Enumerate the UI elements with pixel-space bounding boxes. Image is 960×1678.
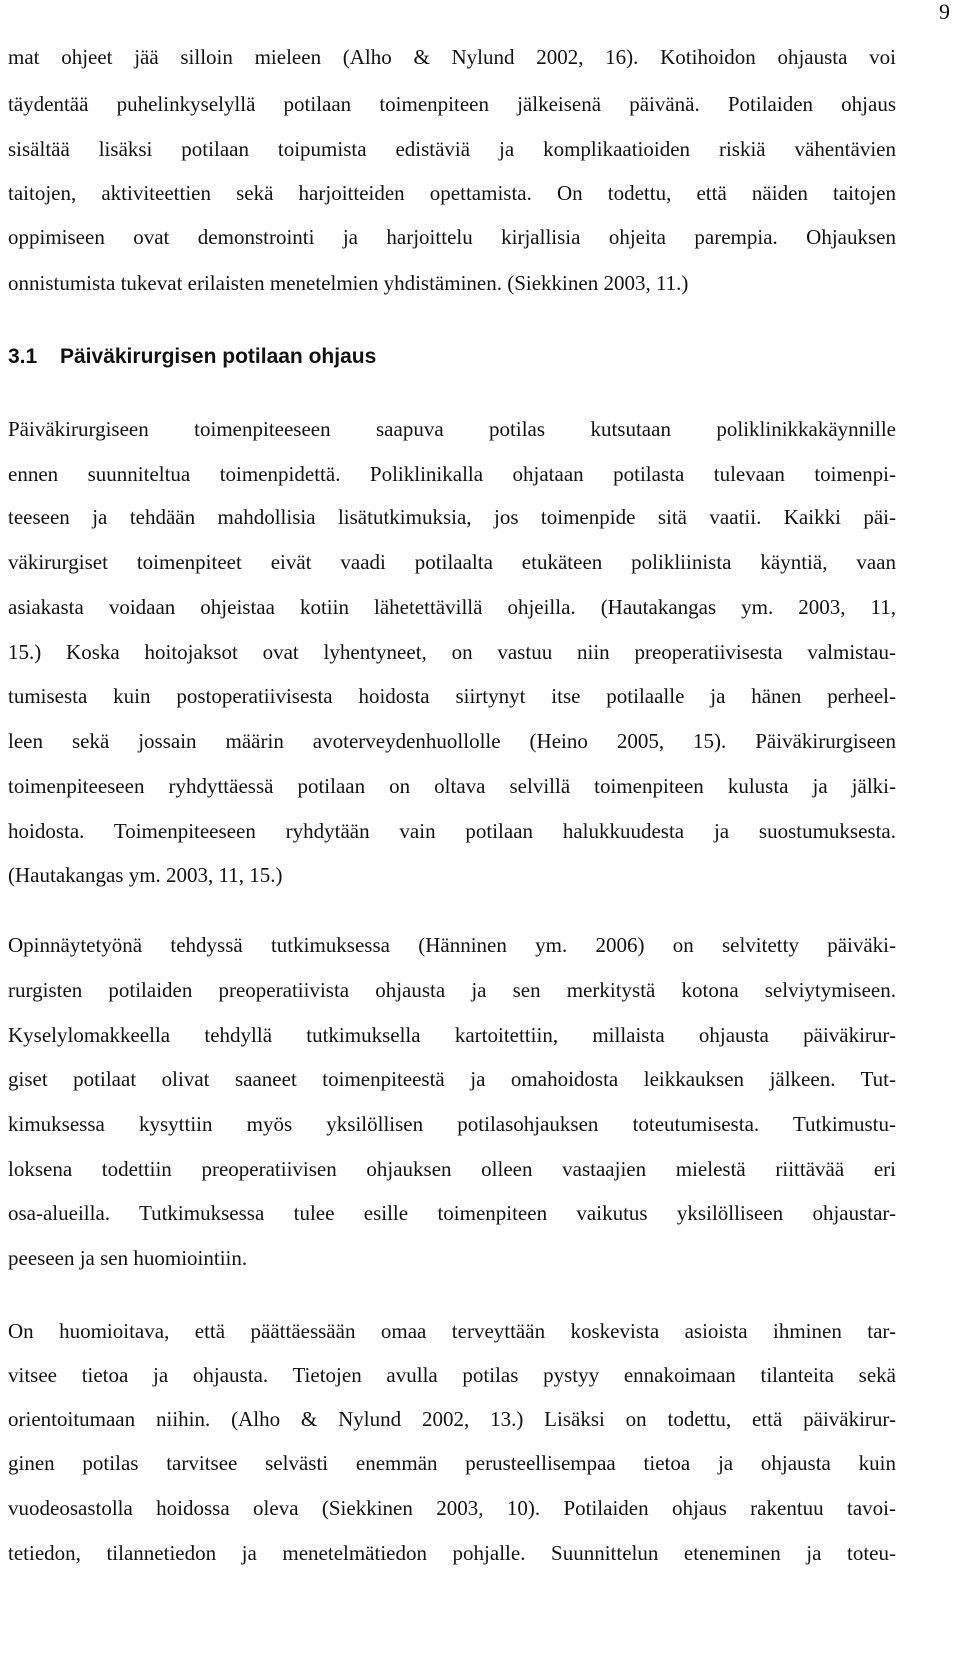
page-number: 9 [939, 0, 950, 24]
text-line: vitsee tietoa ja ohjausta. Tietojen avulla potilas pystyy ennakoimaan tilanteita sekä [8, 1363, 896, 1387]
text-line: tumisesta kuin postoperatiivisesta hoidosta siirtynyt itse potilaalle ja hänen perheel- [8, 684, 896, 708]
text-line: giset potilaat olivat saaneet toimenpiteestä ja omahoidosta leikkauksen jälkeen. Tut- [8, 1067, 896, 1091]
text-line: vuodeosastolla hoidossa oleva (Siekkinen 2003, 10). Potilaiden ohjaus rakentuu tavoi- [8, 1496, 896, 1520]
text-line: mat ohjeet jää silloin mieleen (Alho & Nylund 2002, 16). Kotihoidon ohjausta voi [8, 45, 896, 69]
text-line: orientoitumaan niihin. (Alho & Nylund 2002, 13.) Lisäksi on todettu, että päiväkirur- [8, 1407, 896, 1431]
text-line: täydentää puhelinkyselyllä potilaan toimenpiteen jälkeisenä päivänä. Potilaiden ohjaus [8, 92, 896, 116]
text-line: onnistumista tukevat erilaisten menetelmien yhdistäminen. (Siekkinen 2003, 11.) [8, 271, 689, 295]
text-line: osa-alueilla. Tutkimuksessa tulee esille toimenpiteen vaikutus yksilölliseen ohjaustar- [8, 1201, 896, 1225]
section-number: 3.1 [8, 345, 38, 368]
text-line: (Hautakangas ym. 2003, 11, 15.) [8, 863, 283, 887]
text-line: Kyselylomakkeella tehdyllä tutkimuksella kartoitettiin, millaista ohjausta päiväkirur- [8, 1023, 896, 1047]
text-line: toimenpiteeseen ryhdyttäessä potilaan on oltava selvillä toimenpiteen kulusta ja jälki- [8, 774, 896, 798]
text-line: peeseen ja sen huomiointiin. [8, 1246, 248, 1270]
text-line: asiakasta voidaan ohjeistaa kotiin lähetettävillä ohjeilla. (Hautakangas ym. 2003, 11, [8, 595, 896, 619]
text-line: tetiedon, tilannetiedon ja menetelmätiedon pohjalle. Suunnittelun eteneminen ja toteu- [8, 1541, 896, 1565]
text-line: oppimiseen ovat demonstrointi ja harjoittelu kirjallisia ohjeita parempia. Ohjauksen [8, 225, 896, 249]
text-line: loksena todettiin preoperatiivisen ohjauksen olleen vastaajien mielestä riittävää eri [8, 1157, 896, 1181]
text-line: teeseen ja tehdään mahdollisia lisätutkimuksia, jos toimenpide sitä vaatii. Kaikki päi- [8, 505, 896, 529]
text-line: ginen potilas tarvitsee selvästi enemmän perusteellisempaa tietoa ja ohjausta kuin [8, 1451, 896, 1475]
text-line: Päiväkirurgiseen toimenpiteeseen saapuva potilas kutsutaan poliklinikkakäynnille [8, 417, 896, 441]
text-line: Opinnäytetyönä tehdyssä tutkimuksessa (Hänninen ym. 2006) on selvitetty päiväki- [8, 933, 896, 957]
text-line: taitojen, aktiviteettien sekä harjoitteiden opettamista. On todettu, että näiden taitojen [8, 181, 896, 205]
text-line: kimuksessa kysyttiin myös yksilöllisen potilasohjauksen toteutumisesta. Tutkimustu- [8, 1112, 896, 1136]
text-line: rurgisten potilaiden preoperatiivista ohjausta ja sen merkitystä kotona selviytymiseen. [8, 978, 896, 1002]
text-line: On huomioitava, että päättäessään omaa terveyttään koskevista asioista ihminen tar- [8, 1319, 896, 1343]
text-line: leen sekä jossain määrin avoterveydenhuollolle (Heino 2005, 15). Päiväkirurgiseen [8, 729, 896, 753]
text-line: sisältää lisäksi potilaan toipumista edistäviä ja komplikaatioiden riskiä vähentävien [8, 137, 896, 161]
section-title: Päiväkirurgisen potilaan ohjaus [60, 345, 377, 368]
text-line: väkirurgiset toimenpiteet eivät vaadi potilaalta etukäteen polikliinista käyntiä, vaan [8, 550, 896, 574]
text-line: 15.) Koska hoitojaksot ovat lyhentyneet, on vastuu niin preoperatiivisesta valmistau- [8, 640, 896, 664]
section-heading [8, 344, 376, 370]
text-line: ennen suunniteltua toimenpidettä. Poliklinikalla ohjataan potilasta tulevaan toimenpi- [8, 462, 896, 486]
text-line: hoidosta. Toimenpiteeseen ryhdytään vain potilaan halukkuudesta ja suostumuksesta. [8, 819, 896, 843]
